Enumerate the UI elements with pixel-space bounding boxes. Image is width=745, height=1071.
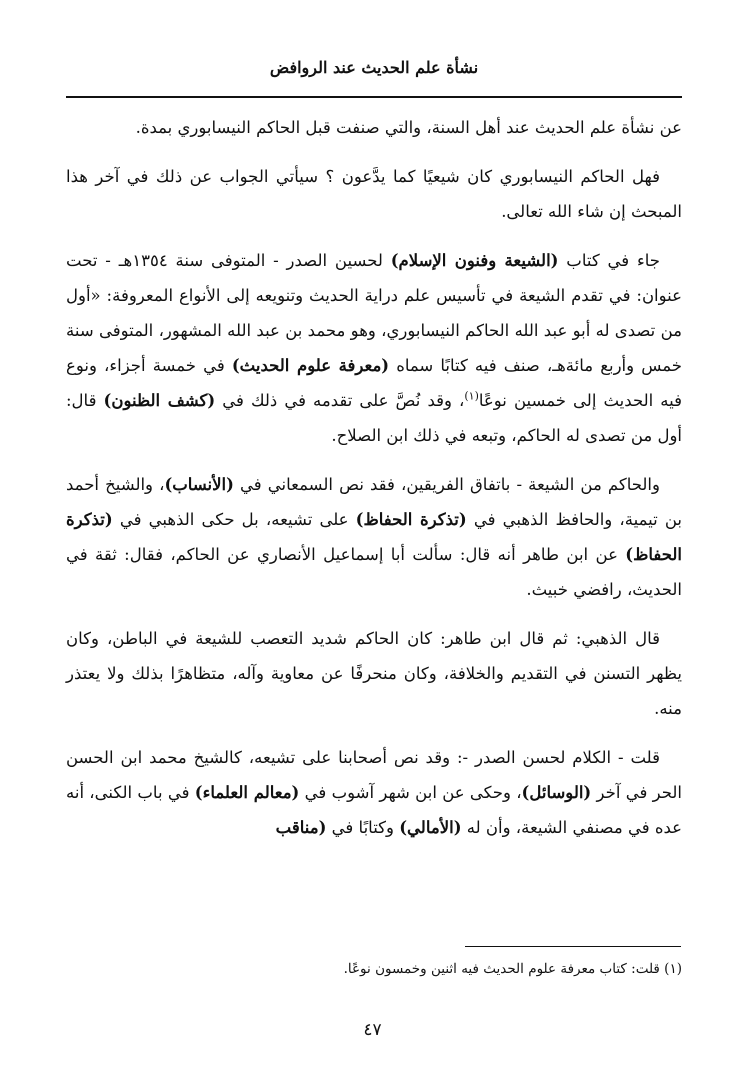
text-run: ، وقد نُصَّ على تقدمه في ذلك في [215, 391, 465, 410]
footnote-reference: (١) [464, 389, 479, 403]
paragraph [66, 740, 682, 845]
paragraph [66, 159, 682, 229]
bold-citation: (الأمالي) [399, 818, 462, 837]
text-run: لحسين الصدر - المتوفى سنة ١٣٥٤هـ - تحت عنوان: في تقدم الشيعة في تأسيس علم دراية الحديث وتنويعه إلى الأنواع المعروفة: «أول من تصدى له أبو عبد الله الحاكم النيسابوري، وهو محمد بن عبد الله المشهور، المتوفى سنة خمس وأربع مائةهـ، صنف فيه كتابًا سماه [66, 251, 682, 375]
text-run: في خمسة أجزاء، ونوع فيه الحديث إلى خمسين نوعًا [66, 356, 682, 410]
text-run: قال: أول من تصدى له الحاكم، وتبعه في ذلك ابن الصلاح. [66, 391, 682, 445]
paragraph [66, 467, 682, 607]
text-run: فهل الحاكم النيسابوري كان شيعيًا كما يدَّعون ؟ سيأتي الجواب عن ذلك في آخر هذا المبحث إن شاء الله تعالى. [66, 167, 682, 221]
text-run: قلت - الكلام لحسن الصدر -: وقد نص أصحابنا على تشيعه، كالشيخ محمد ابن الحسن الحر في آخر [66, 748, 683, 802]
bold-citation: (معرفة علوم الحديث) [231, 356, 390, 375]
text-run: والحاكم من الشيعة - باتفاق الفريقين، فقد نص السمعاني في [233, 475, 660, 494]
running-header: نشأة علم الحديث عند الروافض [269, 58, 479, 77]
text-run: في باب الكنى، أنه عده في مصنفي الشيعة، وأن له [66, 783, 682, 837]
text-run: ، وحكى عن ابن شهر آشوب في [299, 783, 522, 802]
bold-citation: (الوسائل) [521, 783, 592, 802]
footnote: (١) قلت: كتاب معرفة علوم الحديث فيه اثنين وخمسون نوعًا. [343, 961, 682, 977]
text-run: على تشيعه، بل حكى الذهبي في [112, 510, 356, 529]
text-run: ، والشيخ أحمد بن تيمية، والحافظ الذهبي في [66, 475, 682, 529]
text-run: عن ابن طاهر أنه قال: سألت أبا إسماعيل الأنصاري عن الحاكم، فقال: ثقة في الحديث، رافضي خبيث. [66, 545, 682, 599]
bold-citation: (تذكرة الحفاظ) [355, 510, 467, 529]
text-run: وكتابًا في [326, 818, 400, 837]
body-text [66, 110, 682, 859]
bold-citation: (الشيعة وفنون الإسلام) [390, 251, 559, 270]
text-run: جاء في كتاب [558, 251, 660, 270]
bold-citation: (كشف الظنون) [103, 391, 216, 410]
paragraph [66, 621, 682, 726]
bold-citation: (معالم العلماء) [194, 783, 300, 802]
bold-citation: (مناقب [275, 818, 327, 837]
header-divider [66, 96, 682, 98]
page-number: ٤٧ [363, 1020, 382, 1040]
paragraph [66, 110, 682, 145]
bold-citation: (الأنساب) [164, 475, 234, 494]
paragraph [66, 243, 682, 453]
text-run: قال الذهبي: ثم قال ابن طاهر: كان الحاكم شديد التعصب للشيعة في الباطن، وكان يظهر التسنن في التقديم والخلافة، وكان منحرفًا عن معاوية وآله، متظاهرًا بذلك ولا يعتذر منه. [66, 629, 682, 718]
bold-citation: (تذكرة الحفاظ) [66, 510, 682, 564]
text-run: عن نشأة علم الحديث عند أهل السنة، والتي صنفت قبل الحاكم النيسابوري بمدة. [135, 118, 682, 137]
footnote-divider [465, 946, 681, 947]
